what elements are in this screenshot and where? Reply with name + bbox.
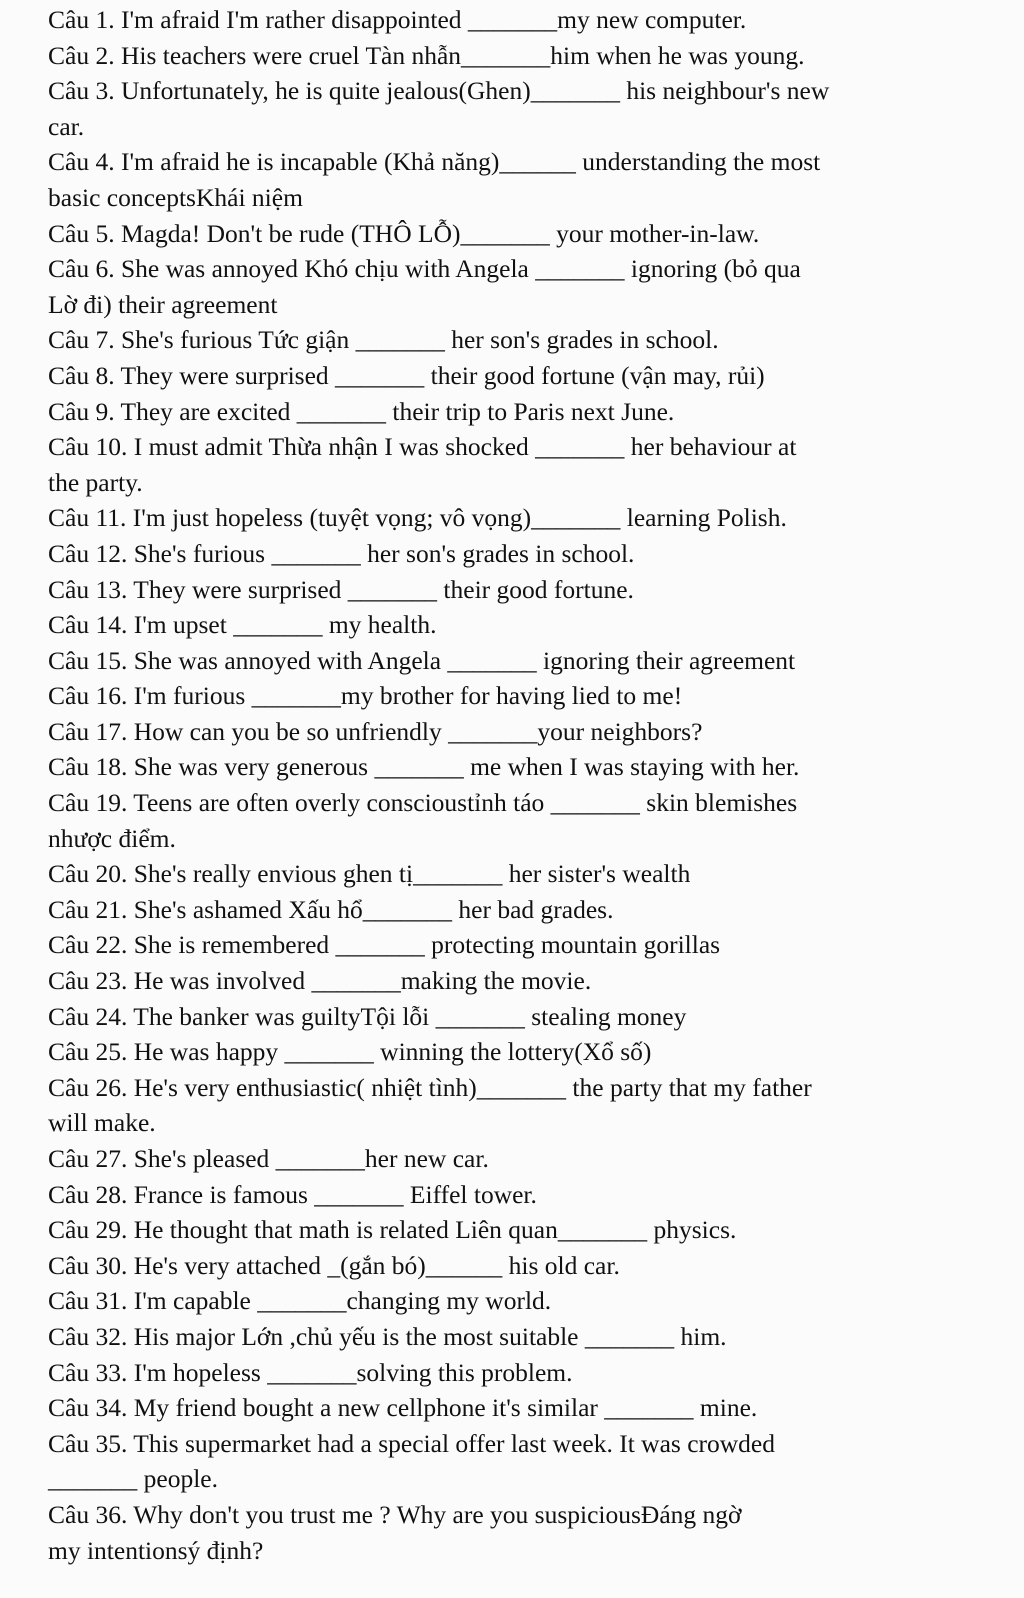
question-15: Câu 15. She was annoyed with Angela _______ ignoring their agreement	[48, 645, 796, 675]
question-18: Câu 18. She was very generous _______ me when I was staying with her.	[48, 752, 800, 782]
question-1: Câu 1. I'm afraid I'm rather disappointed _______my new computer.	[48, 5, 747, 34]
question-26: Câu 26. He's very enthusiastic( nhiệt tình)_______ the party that my father will make.	[48, 1072, 812, 1138]
question-21: Câu 21. She's ashamed Xấu hổ_______ her bad grades.	[48, 894, 614, 924]
question-7: Câu 7. She's furious Tức giận _______ her son's grades in school.	[48, 325, 719, 355]
question-10: Câu 10. I must admit Thừa nhận I was shocked _______ her behaviour at the party.	[48, 432, 797, 497]
question-9: Câu 9. They are excited _______ their trip to Paris next June.	[48, 396, 675, 426]
question-11: Câu 11. I'm just hopeless (tuyệt vọng; vô vọng)_______ learning Polish.	[48, 503, 787, 533]
question-2: Câu 2. His teachers were cruel Tàn nhẫn_______him when he was young.	[48, 40, 805, 70]
question-30: Câu 30. He's very attached _(gắn bó)______ his old car.	[48, 1250, 620, 1280]
question-33: Câu 33. I'm hopeless _______solving this problem.	[48, 1357, 573, 1387]
question-36: Câu 36. Why don't you trust me ? Why are you suspiciousĐáng ngờ my intentionsý định?	[48, 1499, 742, 1565]
question-29: Câu 29. He thought that math is related Liên quan_______ physics.	[48, 1215, 737, 1245]
question-8: Câu 8. They were surprised _______ their good fortune (vận may, rủi)	[48, 360, 765, 390]
question-23: Câu 23. He was involved _______making the movie.	[48, 966, 592, 996]
question-35: Câu 35. This supermarket had a special offer last week. It was crowded _______ people.	[48, 1428, 775, 1494]
question-22: Câu 22. She is remembered _______ protecting mountain gorillas	[48, 930, 721, 960]
question-25: Câu 25. He was happy _______ winning the lottery(Xổ số)	[48, 1037, 652, 1067]
question-32: Câu 32. His major Lớn ,chủ yếu is the most suitable _______ him.	[48, 1321, 727, 1351]
question-14: Câu 14. I'm upset _______ my health.	[48, 610, 437, 640]
question-16: Câu 16. I'm furious _______my brother for having lied to me!	[48, 681, 683, 711]
question-19: Câu 19. Teens are often overly conscioustỉnh táo _______ skin blemishes nhược điểm.	[48, 788, 798, 853]
question-24: Câu 24. The banker was guiltyTội lỗi _______ stealing money	[48, 1001, 687, 1031]
question-4: Câu 4. I'm afraid he is incapable (Khả năng)______ understanding the most basic conceptsKhái niệm	[48, 147, 821, 212]
question-27: Câu 27. She's pleased _______her new car.	[48, 1144, 489, 1173]
question-17: Câu 17. How can you be so unfriendly _______your neighbors?	[48, 716, 703, 746]
question-6: Câu 6. She was annoyed Khó chịu with Angela _______ ignoring (bỏ qua Lờ đi) their agreement	[48, 254, 801, 319]
question-31: Câu 31. I'm capable _______changing my world.	[48, 1286, 552, 1316]
question-12: Câu 12. She's furious _______ her son's grades in school.	[48, 538, 635, 568]
question-5: Câu 5. Magda! Don't be rude (THÔ LỖ)_______ your mother-in-law.	[48, 218, 760, 248]
question-20: Câu 20. She's really envious ghen tị_______ her sister's wealth	[48, 859, 691, 889]
question-13: Câu 13. They were surprised _______ their good fortune.	[48, 574, 634, 604]
question-34: Câu 34. My friend bought a new cellphone it's similar _______ mine.	[48, 1393, 758, 1423]
question-28: Câu 28. France is famous _______ Eiffel tower.	[48, 1179, 537, 1209]
question-3: Câu 3. Unfortunately, he is quite jealous(Ghen)_______ his neighbour's new car.	[48, 76, 830, 141]
